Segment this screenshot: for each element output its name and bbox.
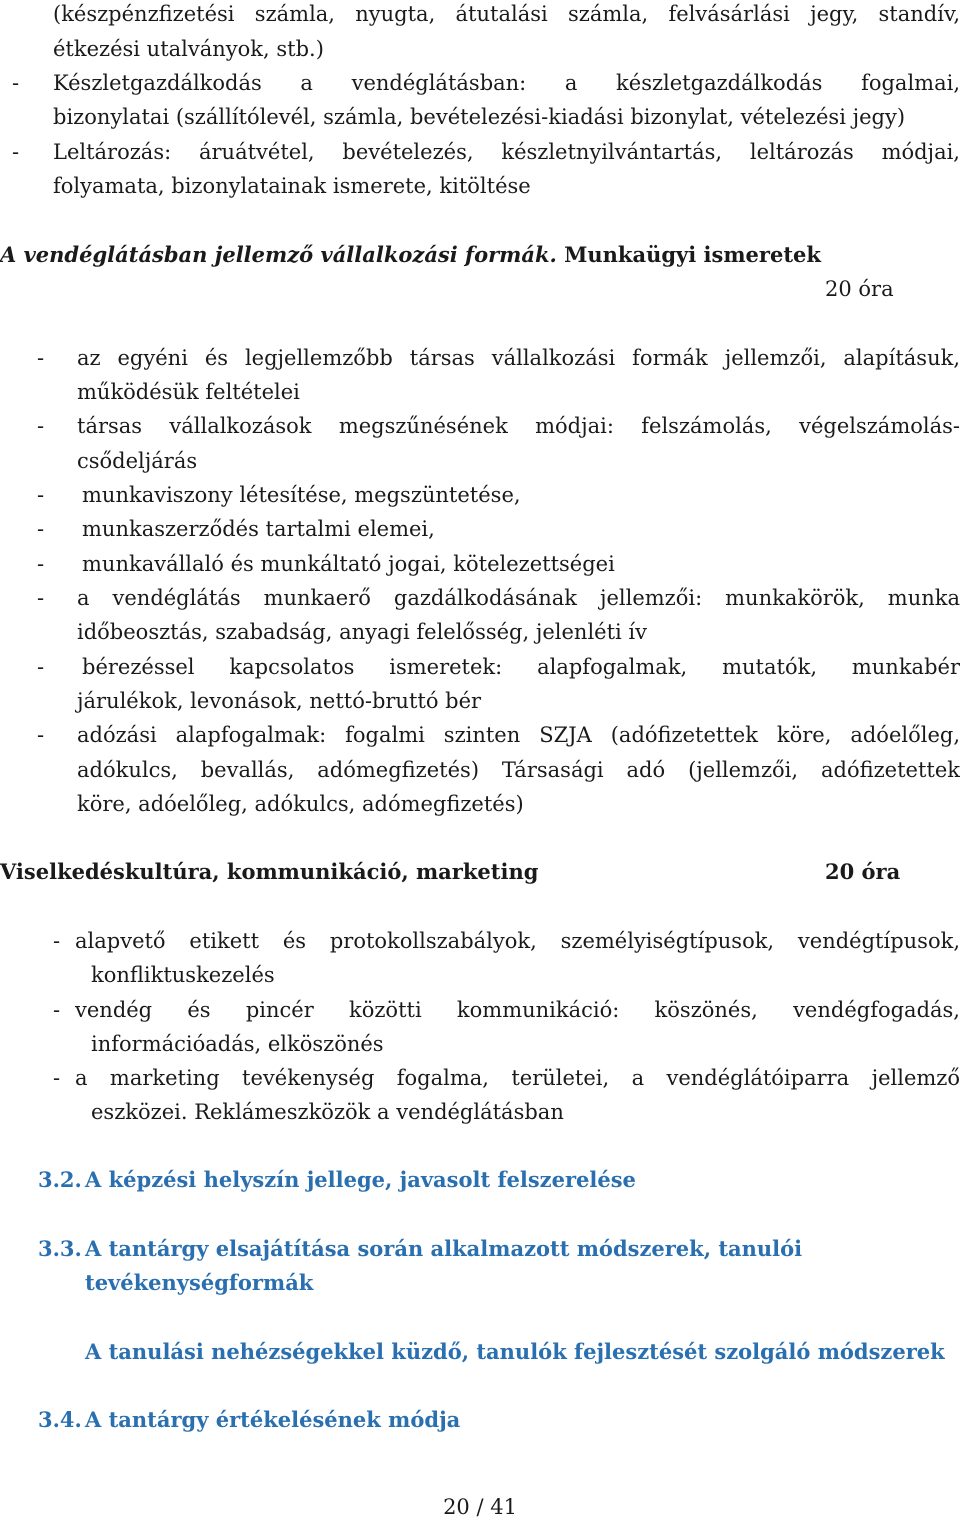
subsection-title-cont: tevékenységformák (85, 1270, 314, 1295)
section-heading: Viselkedéskultúra, kommunikáció, marketing (0, 859, 539, 884)
list-item-cont: folyamata, bizonylatainak ismerete, kitöltése (53, 174, 531, 198)
list-item: a vendéglátás munkaerő gazdálkodásának jellemzői: munkakörök, munka (77, 586, 960, 610)
list-item: társas vállalkozások megszűnésének módjai: felszámolás, végelszámolás- (77, 414, 960, 438)
list-dash: - (37, 586, 45, 610)
list-dash: - (12, 140, 20, 164)
list-dash: - (53, 998, 61, 1022)
list-item-cont: bizonylatai (szállítólevél, számla, bevételezési-kiadási bizonylat, vételezési jegy) (53, 105, 906, 129)
section-heading-italic: A vendéglátásban jellemző vállalkozási formák. (0, 242, 557, 267)
list-dash: - (12, 71, 20, 95)
subsection-number: 3.2. (38, 1167, 82, 1192)
section-hours: 20 óra (825, 859, 901, 884)
subsection-title: A tantárgy értékelésének módja (85, 1407, 461, 1432)
list-item: Készletgazdálkodás a vendéglátásban: a készletgazdálkodás fogalmai, (53, 71, 960, 95)
list-item: bérezéssel kapcsolatos ismeretek: alapfogalmak, mutatók, munkabér (82, 655, 960, 679)
list-item-cont: járulékok, levonások, nettó-bruttó bér (77, 689, 482, 713)
list-item: az egyéni és legjellemzőbb társas vállalkozási formák jellemzői, alapításuk, (77, 346, 960, 370)
list-dash: - (37, 517, 45, 541)
list-item: alapvető etikett és protokollszabályok, személyiségtípusok, vendégtípusok, (75, 929, 960, 953)
list-dash: - (37, 483, 45, 507)
subsection-number: 3.3. (38, 1236, 82, 1261)
list-item: a marketing tevékenység fogalma, területei, a vendéglátóiparra jellemző (75, 1066, 960, 1090)
list-dash: - (37, 723, 45, 747)
list-item-cont: adókulcs, bevallás, adómegfizetés) Társasági adó (jellemzői, adófizetettek (77, 758, 960, 782)
list-item: Leltározás: áruátvétel, bevételezés, készletnyilvántartás, leltározás módjai, (53, 140, 960, 164)
list-item-cont: működésük feltételei (77, 380, 300, 404)
list-item-cont: időbeosztás, szabadság, anyagi felelősség, jelenléti ív (77, 620, 648, 644)
subsection-number: 3.4. (38, 1407, 82, 1432)
list-item-cont: eszközei. Reklámeszközök a vendéglátásban (91, 1100, 564, 1124)
list-dash: - (37, 655, 45, 679)
list-item: vendég és pincér közötti kommunikáció: köszönés, vendégfogadás, (75, 998, 960, 1022)
subsection-subtitle: A tanulási nehézségekkel küzdő, tanulók fejlesztését szolgáló módszerek (85, 1339, 945, 1364)
list-dash: - (37, 346, 45, 370)
intro-line-2: étkezési utalványok, stb.) (53, 37, 324, 61)
page-number: 20 / 41 (443, 1495, 517, 1519)
section-hours: 20 óra (825, 277, 894, 301)
list-dash: - (37, 552, 45, 576)
list-item: munkaviszony létesítése, megszüntetése, (82, 483, 521, 507)
list-dash: - (53, 929, 61, 953)
list-item-cont: konfliktuskezelés (91, 963, 275, 987)
list-item-cont: csődeljárás (77, 449, 198, 473)
list-dash: - (53, 1066, 61, 1090)
list-dash: - (37, 414, 45, 438)
list-item-cont: információadás, elköszönés (91, 1032, 384, 1056)
section-heading-rest: Munkaügyi ismeretek (564, 242, 821, 267)
subsection-title: A tantárgy elsajátítása során alkalmazott módszerek, tanulói (85, 1236, 803, 1261)
intro-line-1: (készpénzfizetési számla, nyugta, átutalási számla, felvásárlási jegy, standív, (53, 2, 960, 26)
list-item-cont: köre, adóelőleg, adókulcs, adómegfizetés) (77, 792, 524, 816)
list-item: munkaszerződés tartalmi elemei, (82, 517, 435, 541)
list-item: munkavállaló és munkáltató jogai, kötelezettségei (82, 552, 615, 576)
list-item: adózási alapfogalmak: fogalmi szinten SZJA (adófizetettek köre, adóelőleg, (77, 723, 960, 747)
section-heading (0, 241, 821, 269)
subsection-title: A képzési helyszín jellege, javasolt felszerelése (85, 1167, 636, 1192)
